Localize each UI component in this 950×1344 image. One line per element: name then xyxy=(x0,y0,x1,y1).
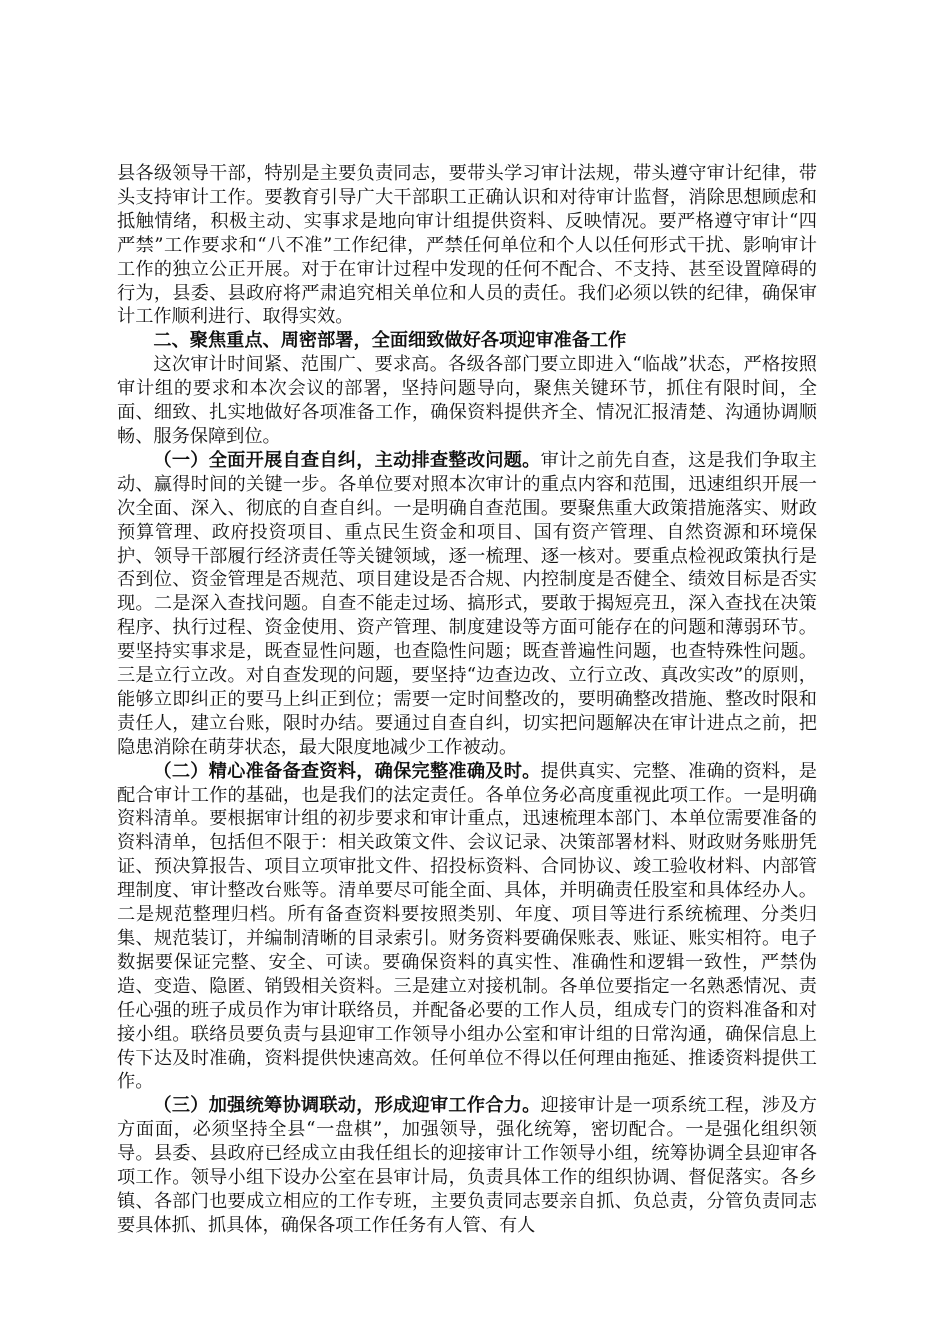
document-body xyxy=(117,162,817,1238)
section-2-intro: 这次审计时间紧、范围广、要求高。各级各部门要立即进入“临战”状态，严格按照审计组的要求和本次会议的部署，坚持问题导向，聚焦关键环节，抓住有限时间，全面、细致、扎实地做好各项准备工作，确保资料提供齐全、情况汇报清楚、沟通协调顺畅、服务保障到位。 xyxy=(117,354,817,447)
subsection-3-body: 迎接审计是一项系统工程，涉及方方面面，必须坚持全县“一盘棋”，加强领导，强化统筹，密切配合。一是强化组织领导。县委、县政府已经成立由我任组长的迎接审计工作领导小组，统筹协调全县迎审各项工作。领导小组下设办公室在县审计局，负责具体工作的组织协调、督促落实。各乡镇、各部门也要成立相应的工作专班，主要负责同志要亲自抓、负总责，分管负责同志要具体抓、抓具体，确保各项工作任务有人管、有人 xyxy=(117,1095,817,1236)
subsection-1-body: 审计之前先自查，这是我们争取主动、赢得时间的关键一步。各单位要对照本次审计的重点内容和范围，迅速组织开展一次全面、深入、彻底的自查自纠。一是明确自查范围。要聚焦重大政策措施落实、财政预算管理、政府投资项目、重点民生资金和项目、国有资产管理、自然资源和环境保护、领导干部履行经济责任等关键领域，逐一梳理、逐一核对。要重点检视政策执行是否到位、资金管理是否规范、项目建设是否合规、内控制度是否健全、绩效目标是否实现。二是深入查找问题。自查不能走过场、搞形式，要敢于揭短亮丑，深入查找在决策程序、执行过程、资金使用、资产管理、制度建设等方面可能存在的问题和薄弱环节。要坚持实事求是，既查显性问题，也查隐性问题；既查普遍性问题，也查特殊性问题。三是立行立改。对自查发现的问题，要坚持“边查边改、立行立改、真改实改”的原则，能够立即纠正的要马上纠正到位；需要一定时间整改的，要明确整改措施、整改时限和责任人，建立台账，限时办结。要通过自查自纠，切实把问题解决在审计进点之前，把隐患消除在萌芽状态，最大限度地减少工作被动。 xyxy=(117,449,817,758)
section-heading-2: 二、聚焦重点、周密部署，全面细致做好各项迎审准备工作 xyxy=(153,330,627,352)
subsection-1-title: （一）全面开展自查自纠，主动排查整改问题。 xyxy=(153,449,541,471)
subsection-3 xyxy=(117,1094,817,1237)
subsection-1 xyxy=(117,449,817,760)
subsection-2 xyxy=(117,760,817,1095)
subsection-2-title: （二）精心准备备查资料，确保完整准确及时。 xyxy=(153,760,541,782)
subsection-2-body: 提供真实、完整、准确的资料，是配合审计工作的基础，也是我们的法定责任。各单位务必高度重视此项工作。一是明确资料清单。要根据审计组的初步要求和审计重点，迅速梳理本部门、本单位需要准备的资料清单，包括但不限于：相关政策文件、会议记录、决策部署材料、财政财务账册凭证、预决算报告、项目立项审批文件、招投标资料、合同协议、竣工验收材料、内部管理制度、审计整改台账等。清单要尽可能全面、具体，并明确责任股室和具体经办人。二是规范整理归档。所有备查资料要按照类别、年度、项目等进行系统梳理、分类归集、规范装订，并编制清晰的目录索引。财务资料要确保账表、账证、账实相符。电子数据要保证完整、安全、可读。要确保资料的真实性、准确性和逻辑一致性，严禁伪造、变造、隐匿、销毁相关资料。三是建立对接机制。各单位要指定一名熟悉情况、责任心强的班子成员作为审计联络员，并配备必要的工作人员，组成专门的资料准备和对接小组。联络员要负责与县迎审工作领导小组办公室和审计组的日常沟通，确保信息上传下达及时准确，资料提供快速高效。任何单位不得以任何理由拖延、推诿资料提供工作。 xyxy=(117,760,817,1093)
subsection-3-title: （三）加强统筹协调联动，形成迎审工作合力。 xyxy=(153,1095,541,1117)
paragraph-intro-continued: 县各级领导干部，特别是主要负责同志，要带头学习审计法规，带头遵守审计纪律，带头支持审计工作。要教育引导广大干部职工正确认识和对待审计监督，消除思想顾虑和抵触情绪，积极主动、实事求是地向审计组提供资料、反映情况。要严格遵守审计“四严禁”工作要求和“八不准”工作纪律，严禁任何单位和个人以任何形式干扰、影响审计工作的独立公正开展。对于在审计过程中发现的任何不配合、不支持、甚至设置障碍的行为，县委、县政府将严肃追究相关单位和人员的责任。我们必须以铁的纪律，确保审计工作顺利进行、取得实效。 xyxy=(117,163,817,328)
